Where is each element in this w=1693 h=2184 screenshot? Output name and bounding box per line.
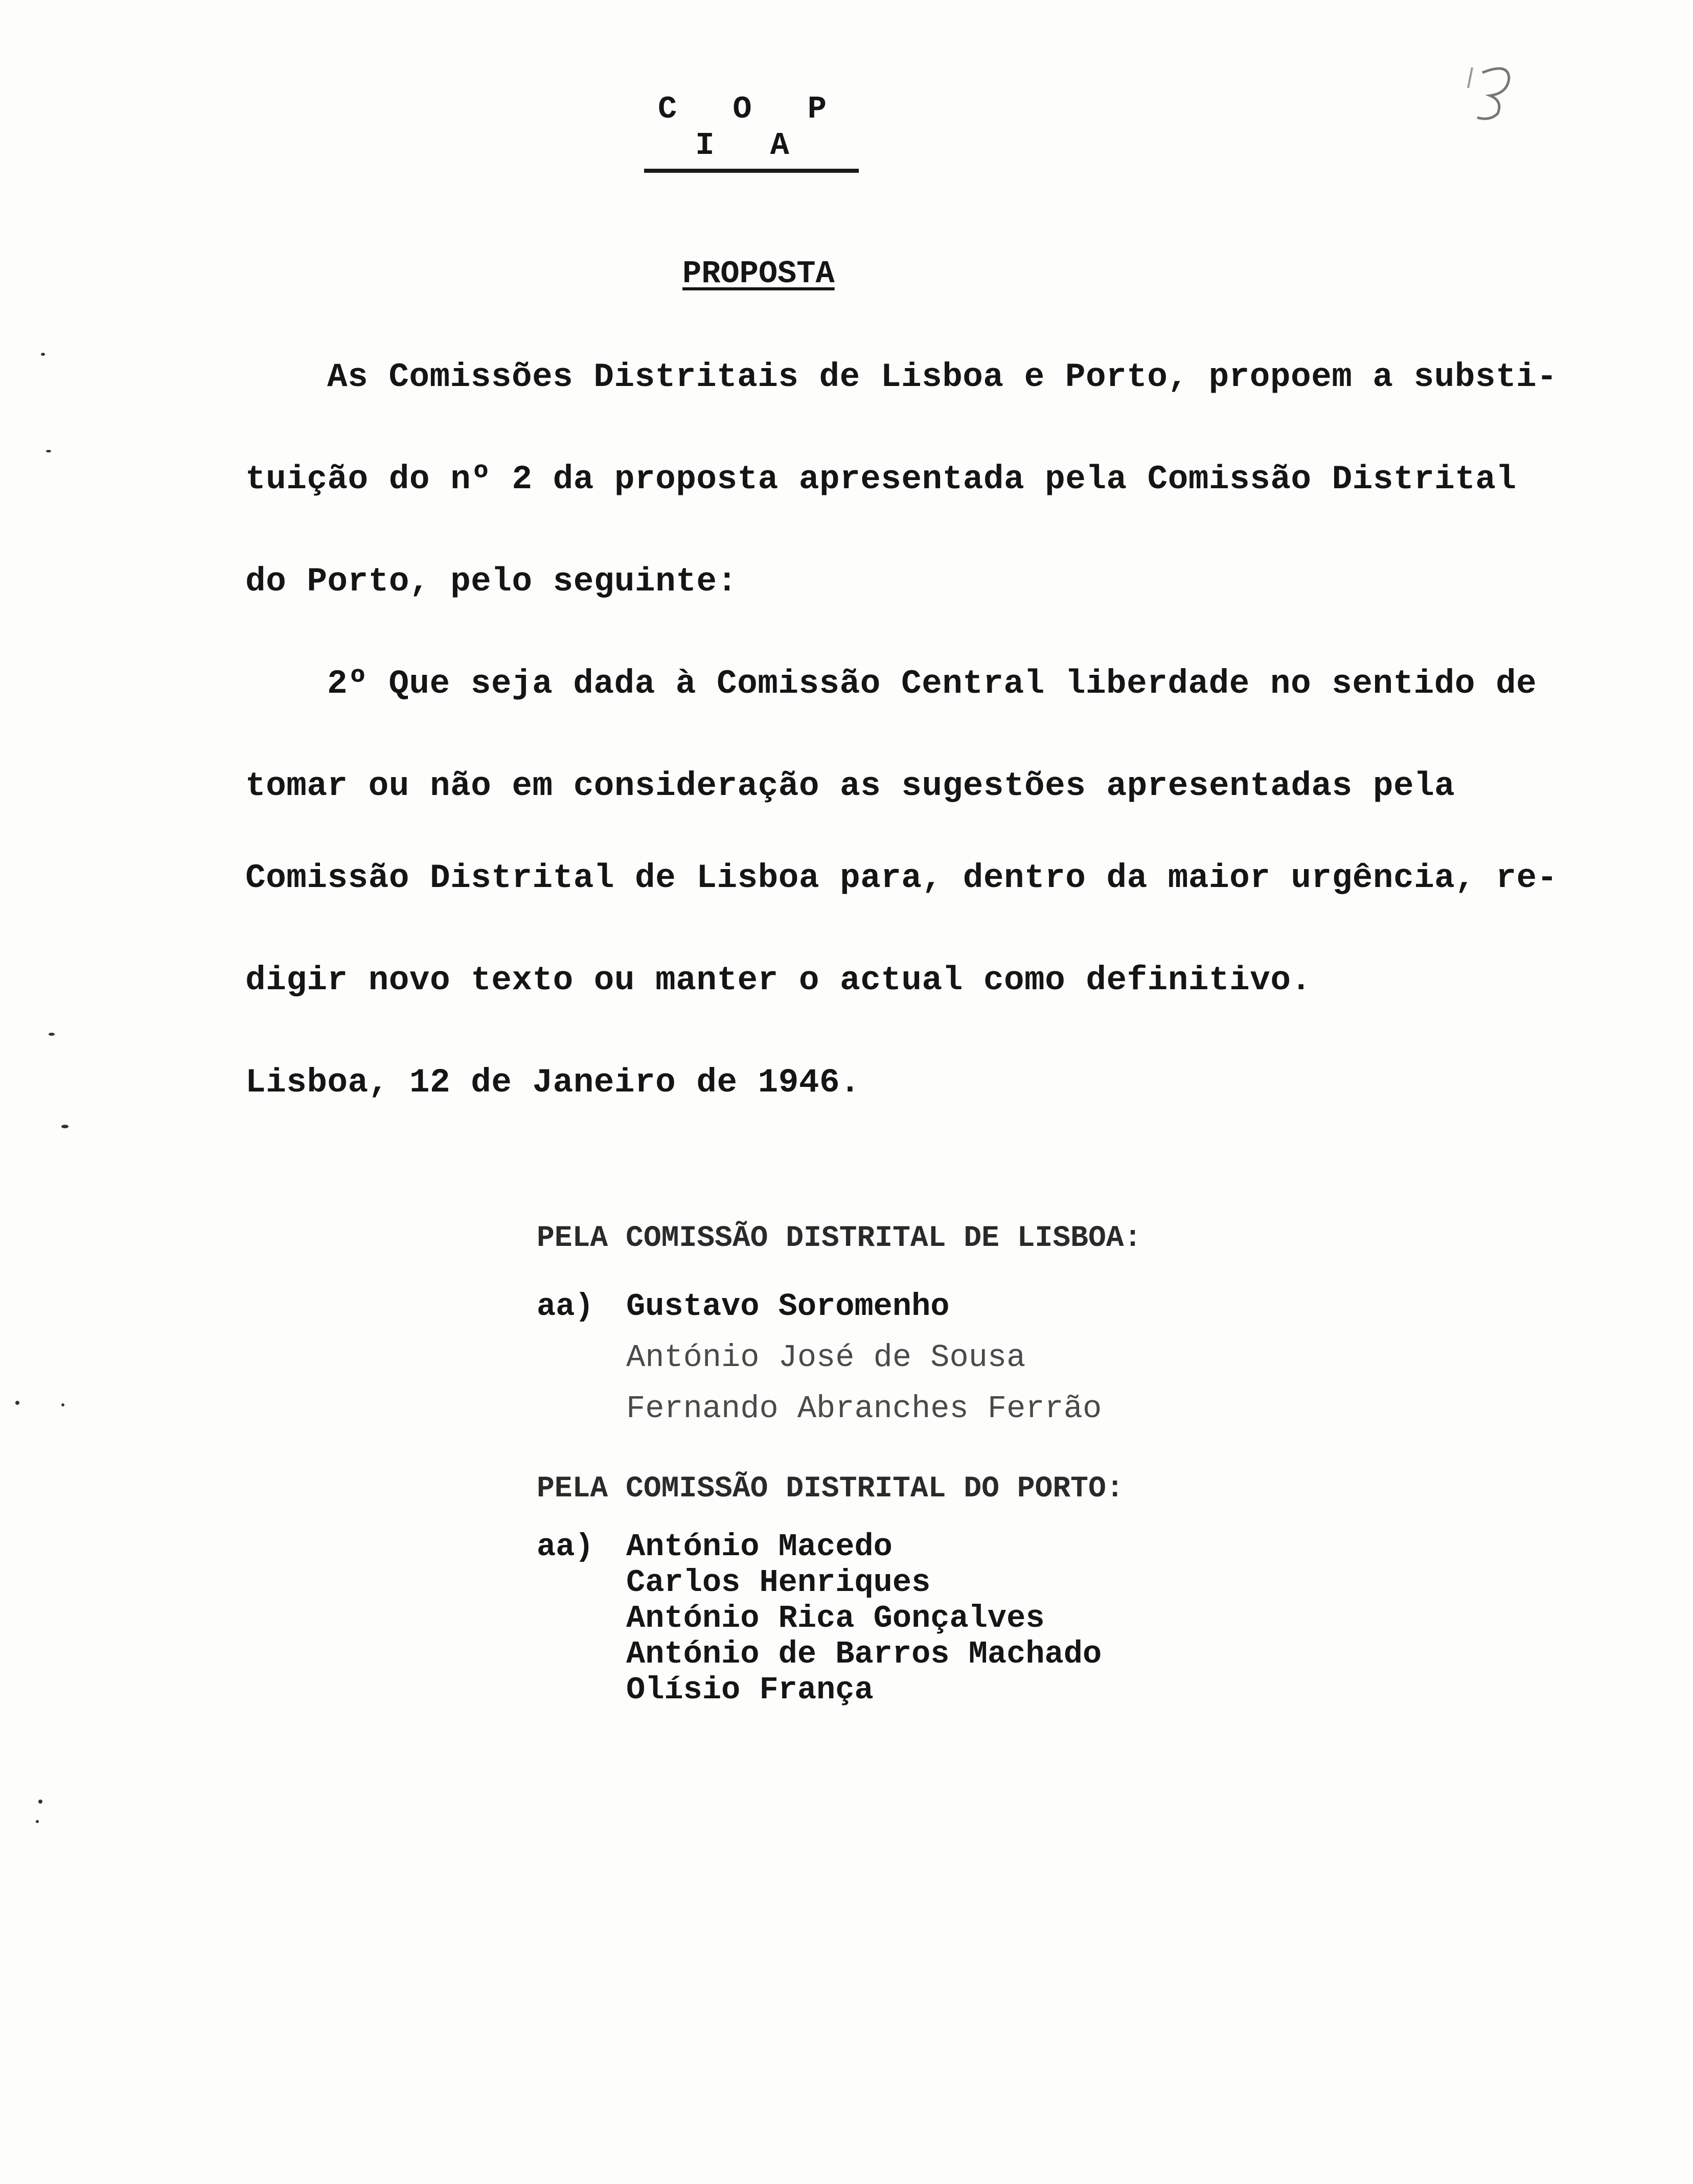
paragraph2-line-2: tomar ou não em consideração as sugestões apresentadas pela bbox=[245, 767, 1455, 805]
signatory-name: Gustavo Soromenho bbox=[626, 1288, 950, 1325]
signatory-name: António José de Sousa bbox=[626, 1339, 1026, 1376]
scan-speck bbox=[46, 450, 51, 452]
signatory-name: António Macedo bbox=[626, 1529, 893, 1565]
scan-speck bbox=[61, 1403, 64, 1406]
scan-speck bbox=[41, 353, 45, 356]
paragraph1-line-3: do Porto, pelo seguinte: bbox=[245, 562, 738, 601]
scan-speck bbox=[49, 1033, 55, 1036]
handwritten-page-mark-icon bbox=[1462, 57, 1523, 124]
signatory-name: Carlos Henriques bbox=[626, 1564, 931, 1601]
document-title: C O P I A bbox=[644, 91, 859, 173]
date-line: Lisboa, 12 de Janeiro de 1946. bbox=[245, 1063, 861, 1102]
signature-heading-lisboa: PELA COMISSÃO DISTRITAL DE LISBOA: bbox=[537, 1222, 1142, 1255]
scan-speck bbox=[36, 1820, 39, 1823]
scan-speck bbox=[38, 1800, 42, 1804]
paragraph2-line-1: 2º Que seja dada à Comissão Central liberdade no sentido de bbox=[327, 665, 1537, 703]
paragraph2-line-3: Comissão Distrital de Lisboa para, dentro da maior urgência, re- bbox=[245, 859, 1558, 897]
scan-speck bbox=[15, 1401, 19, 1405]
signatory-name: Fernando Abranches Ferrão bbox=[626, 1391, 1102, 1427]
paragraph1-line-1: As Comissões Distritais de Lisboa e Porto, propoem a substi- bbox=[327, 358, 1558, 396]
signature-aa-lisboa: aa) bbox=[537, 1288, 594, 1325]
signatory-name: António Rica Gonçalves bbox=[626, 1600, 1045, 1636]
scan-speck bbox=[61, 1125, 68, 1128]
signatory-name: Olísio França bbox=[626, 1672, 874, 1708]
signatory-name: António de Barros Machado bbox=[626, 1636, 1102, 1672]
signature-heading-porto: PELA COMISSÃO DISTRITAL DO PORTO: bbox=[537, 1472, 1124, 1506]
document-subtitle: PROPOSTA bbox=[682, 256, 835, 292]
paragraph1-line-2: tuição do nº 2 da proposta apresentada pela Comissão Distrital bbox=[245, 460, 1517, 498]
paragraph2-line-4: digir novo texto ou manter o actual como definitivo. bbox=[245, 961, 1312, 999]
signature-aa-porto: aa) bbox=[537, 1529, 594, 1565]
